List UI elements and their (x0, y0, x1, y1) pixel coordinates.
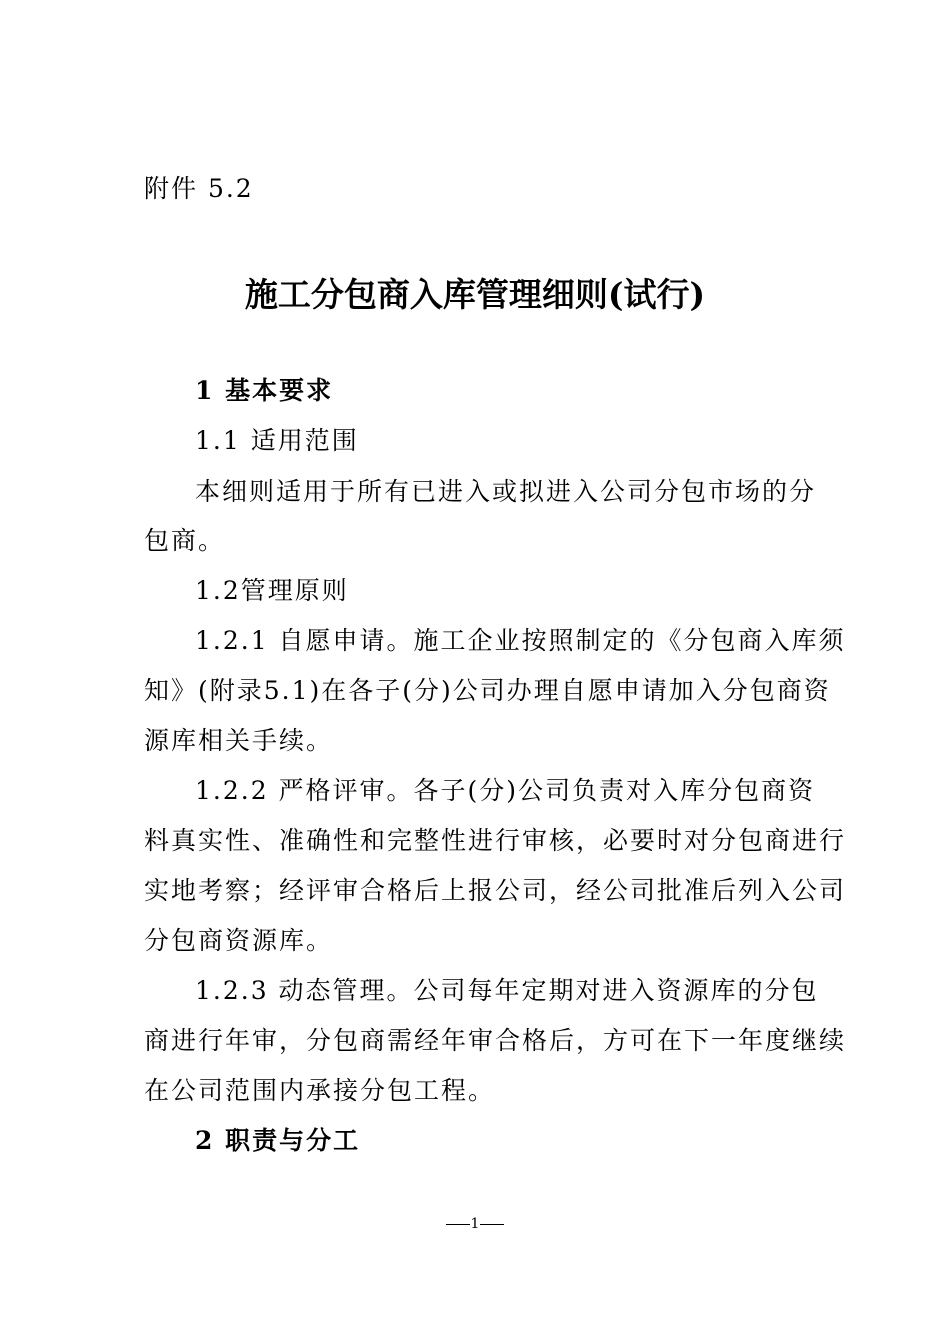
paragraph-line: 商进行年审，分包商需经年审合格后，方可在下一年度继续 (144, 1026, 847, 1055)
subsection-heading-1-2: 1.2管理原则 (195, 576, 349, 605)
paragraph-line: 源库相关手续。 (144, 726, 334, 755)
paragraph-line: 1.2.1 自愿申请。施工企业按照制定的《分包商入库须 (195, 626, 846, 655)
section-heading-1: 1 基本要求 (195, 376, 334, 405)
footer-dash-right (480, 1224, 504, 1225)
subsection-heading-1-1: 1.1 适用范围 (195, 426, 359, 455)
paragraph-line: 包商。 (144, 526, 226, 555)
paragraph-line: 1.2.3 动态管理。公司每年定期对进入资源库的分包 (195, 976, 819, 1005)
paragraph-line: 实地考察；经评审合格后上报公司，经公司批准后列入公司 (144, 876, 847, 905)
paragraph-line: 在公司范围内承接分包工程。 (144, 1076, 496, 1105)
attachment-label: 附件 5.2 (144, 174, 254, 203)
footer-dash-left (446, 1224, 470, 1225)
page-number: 1 (470, 1216, 480, 1232)
section-heading-2: 2 职责与分工 (195, 1126, 361, 1155)
page-footer (0, 1215, 950, 1233)
paragraph-line: 1.2.2 严格评审。各子(分)公司负责对入库分包商资 (195, 776, 816, 805)
paragraph-line: 本细则适用于所有已进入或拟进入公司分包市场的分 (195, 477, 817, 506)
paragraph-line: 料真实性、准确性和完整性进行审核，必要时对分包商进行 (144, 826, 847, 855)
paragraph-line: 分包商资源库。 (144, 926, 334, 955)
paragraph-line: 知》(附录5.1)在各子(分)公司办理自愿申请加入分包商资 (144, 676, 831, 705)
document-title: 施工分包商入库管理细则(试行) (244, 275, 706, 314)
